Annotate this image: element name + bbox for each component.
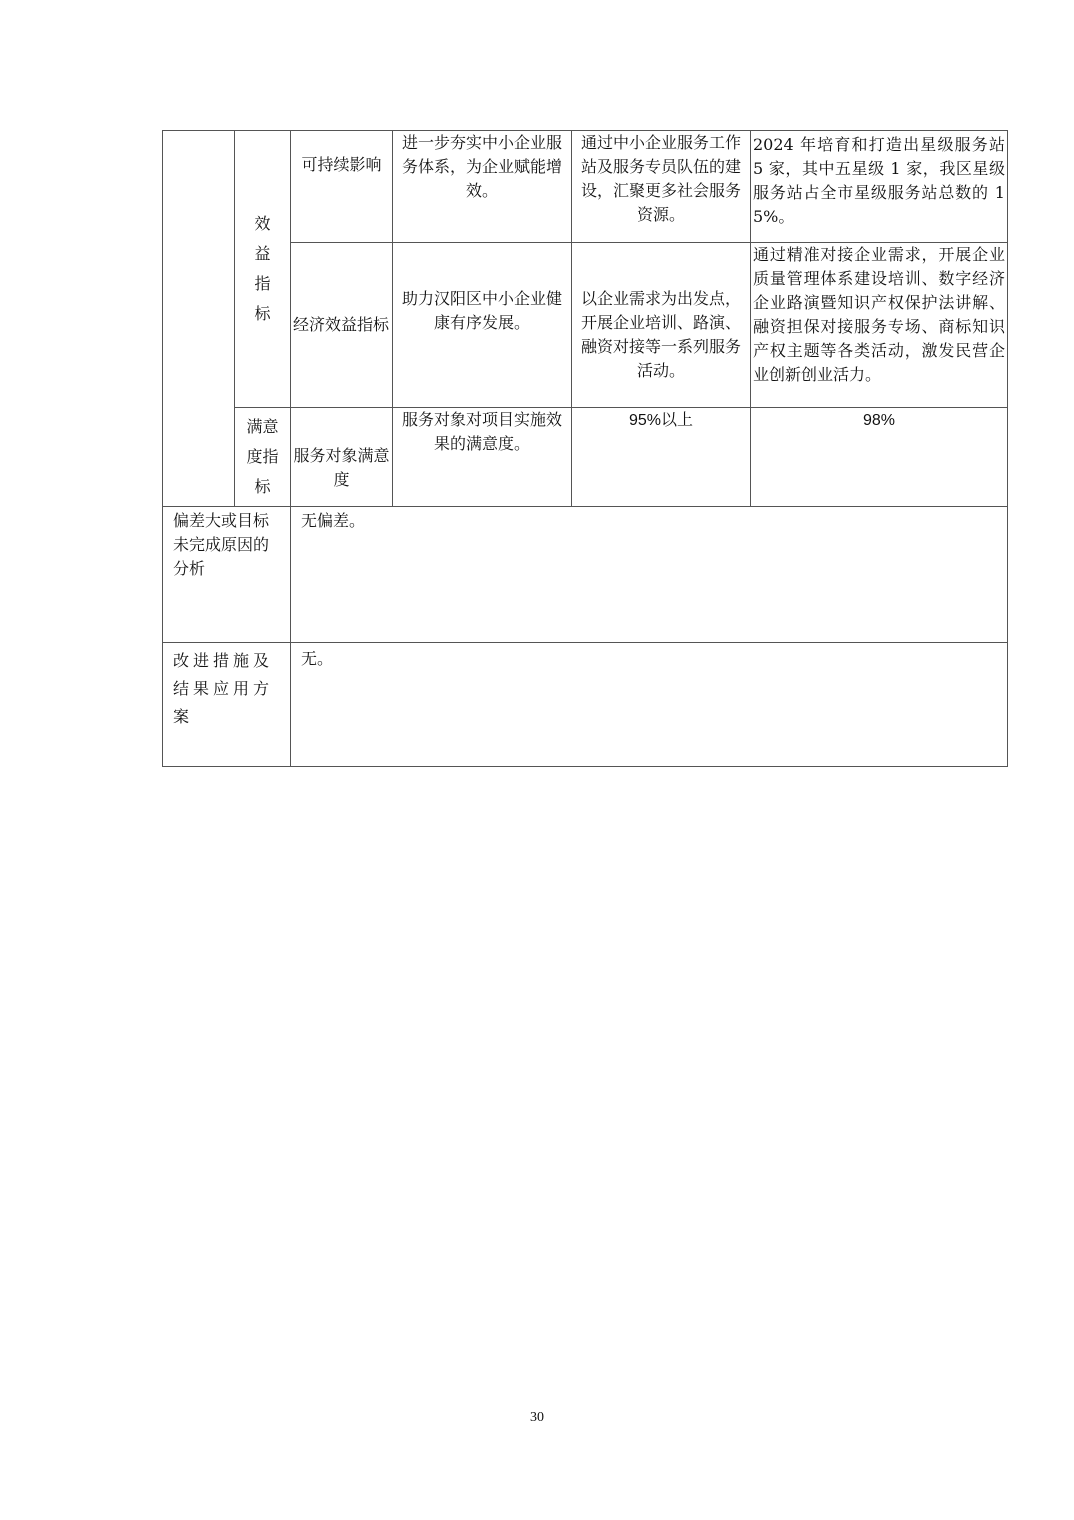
- plan-economic: 以企业需求为出发点，开展企业培训、路演、融资对接等一系列服务活动。: [572, 243, 751, 408]
- improvement-label: 改进措施及结果应用方案: [163, 643, 291, 767]
- sub-indicator-sustainable: 可持续影响: [291, 131, 393, 243]
- table-row-improvement: [163, 643, 1008, 767]
- actual-sustainable: 2024 年培育和打造出星级服务站 5 家，其中五星级 1 家，我区星级服务站占全市星级服务站总数的 15%。: [751, 131, 1008, 243]
- sub-indicator-satisfaction: 服务对象满意度: [291, 408, 393, 507]
- plan-sustainable: 通过中小企业服务工作站及服务专员队伍的建设，汇聚更多社会服务资源。: [572, 131, 751, 243]
- deviation-label: 偏差大或目标未完成原因的分析: [163, 507, 291, 643]
- actual-satisfaction: 98%: [751, 408, 1008, 507]
- performance-table: [162, 130, 1008, 767]
- plan-satisfaction: 95%以上: [572, 408, 751, 507]
- actual-economic: 通过精准对接企业需求，开展企业质量管理体系建设培训、数字经济企业路演暨知识产权保护法讲解、融资担保对接服务专场、商标知识产权主题等各类活动，激发民营企业创新创业活力。: [751, 243, 1008, 408]
- page-number: 30: [530, 1410, 544, 1425]
- benefit-group-cell: [235, 131, 291, 408]
- table-row-satisfaction: [163, 408, 1008, 507]
- satisfaction-group-label: 满意度指标: [246, 417, 279, 496]
- deviation-value: 无偏差。: [291, 507, 1008, 643]
- table-row-deviation: [163, 507, 1008, 643]
- table-row-sustainable: [163, 131, 1008, 243]
- satisfaction-group-cell: [235, 408, 291, 507]
- improvement-value: 无。: [291, 643, 1008, 767]
- sub-indicator-economic: 经济效益指标: [291, 243, 393, 408]
- target-satisfaction: 服务对象对项目实施效果的满意度。: [393, 408, 572, 507]
- target-sustainable: 进一步夯实中小企业服务体系，为企业赋能增效。: [393, 131, 572, 243]
- benefit-group-label: 效益指标: [254, 214, 271, 323]
- target-economic: 助力汉阳区中小企业健康有序发展。: [393, 243, 572, 408]
- outer-blank-cell: [163, 131, 235, 507]
